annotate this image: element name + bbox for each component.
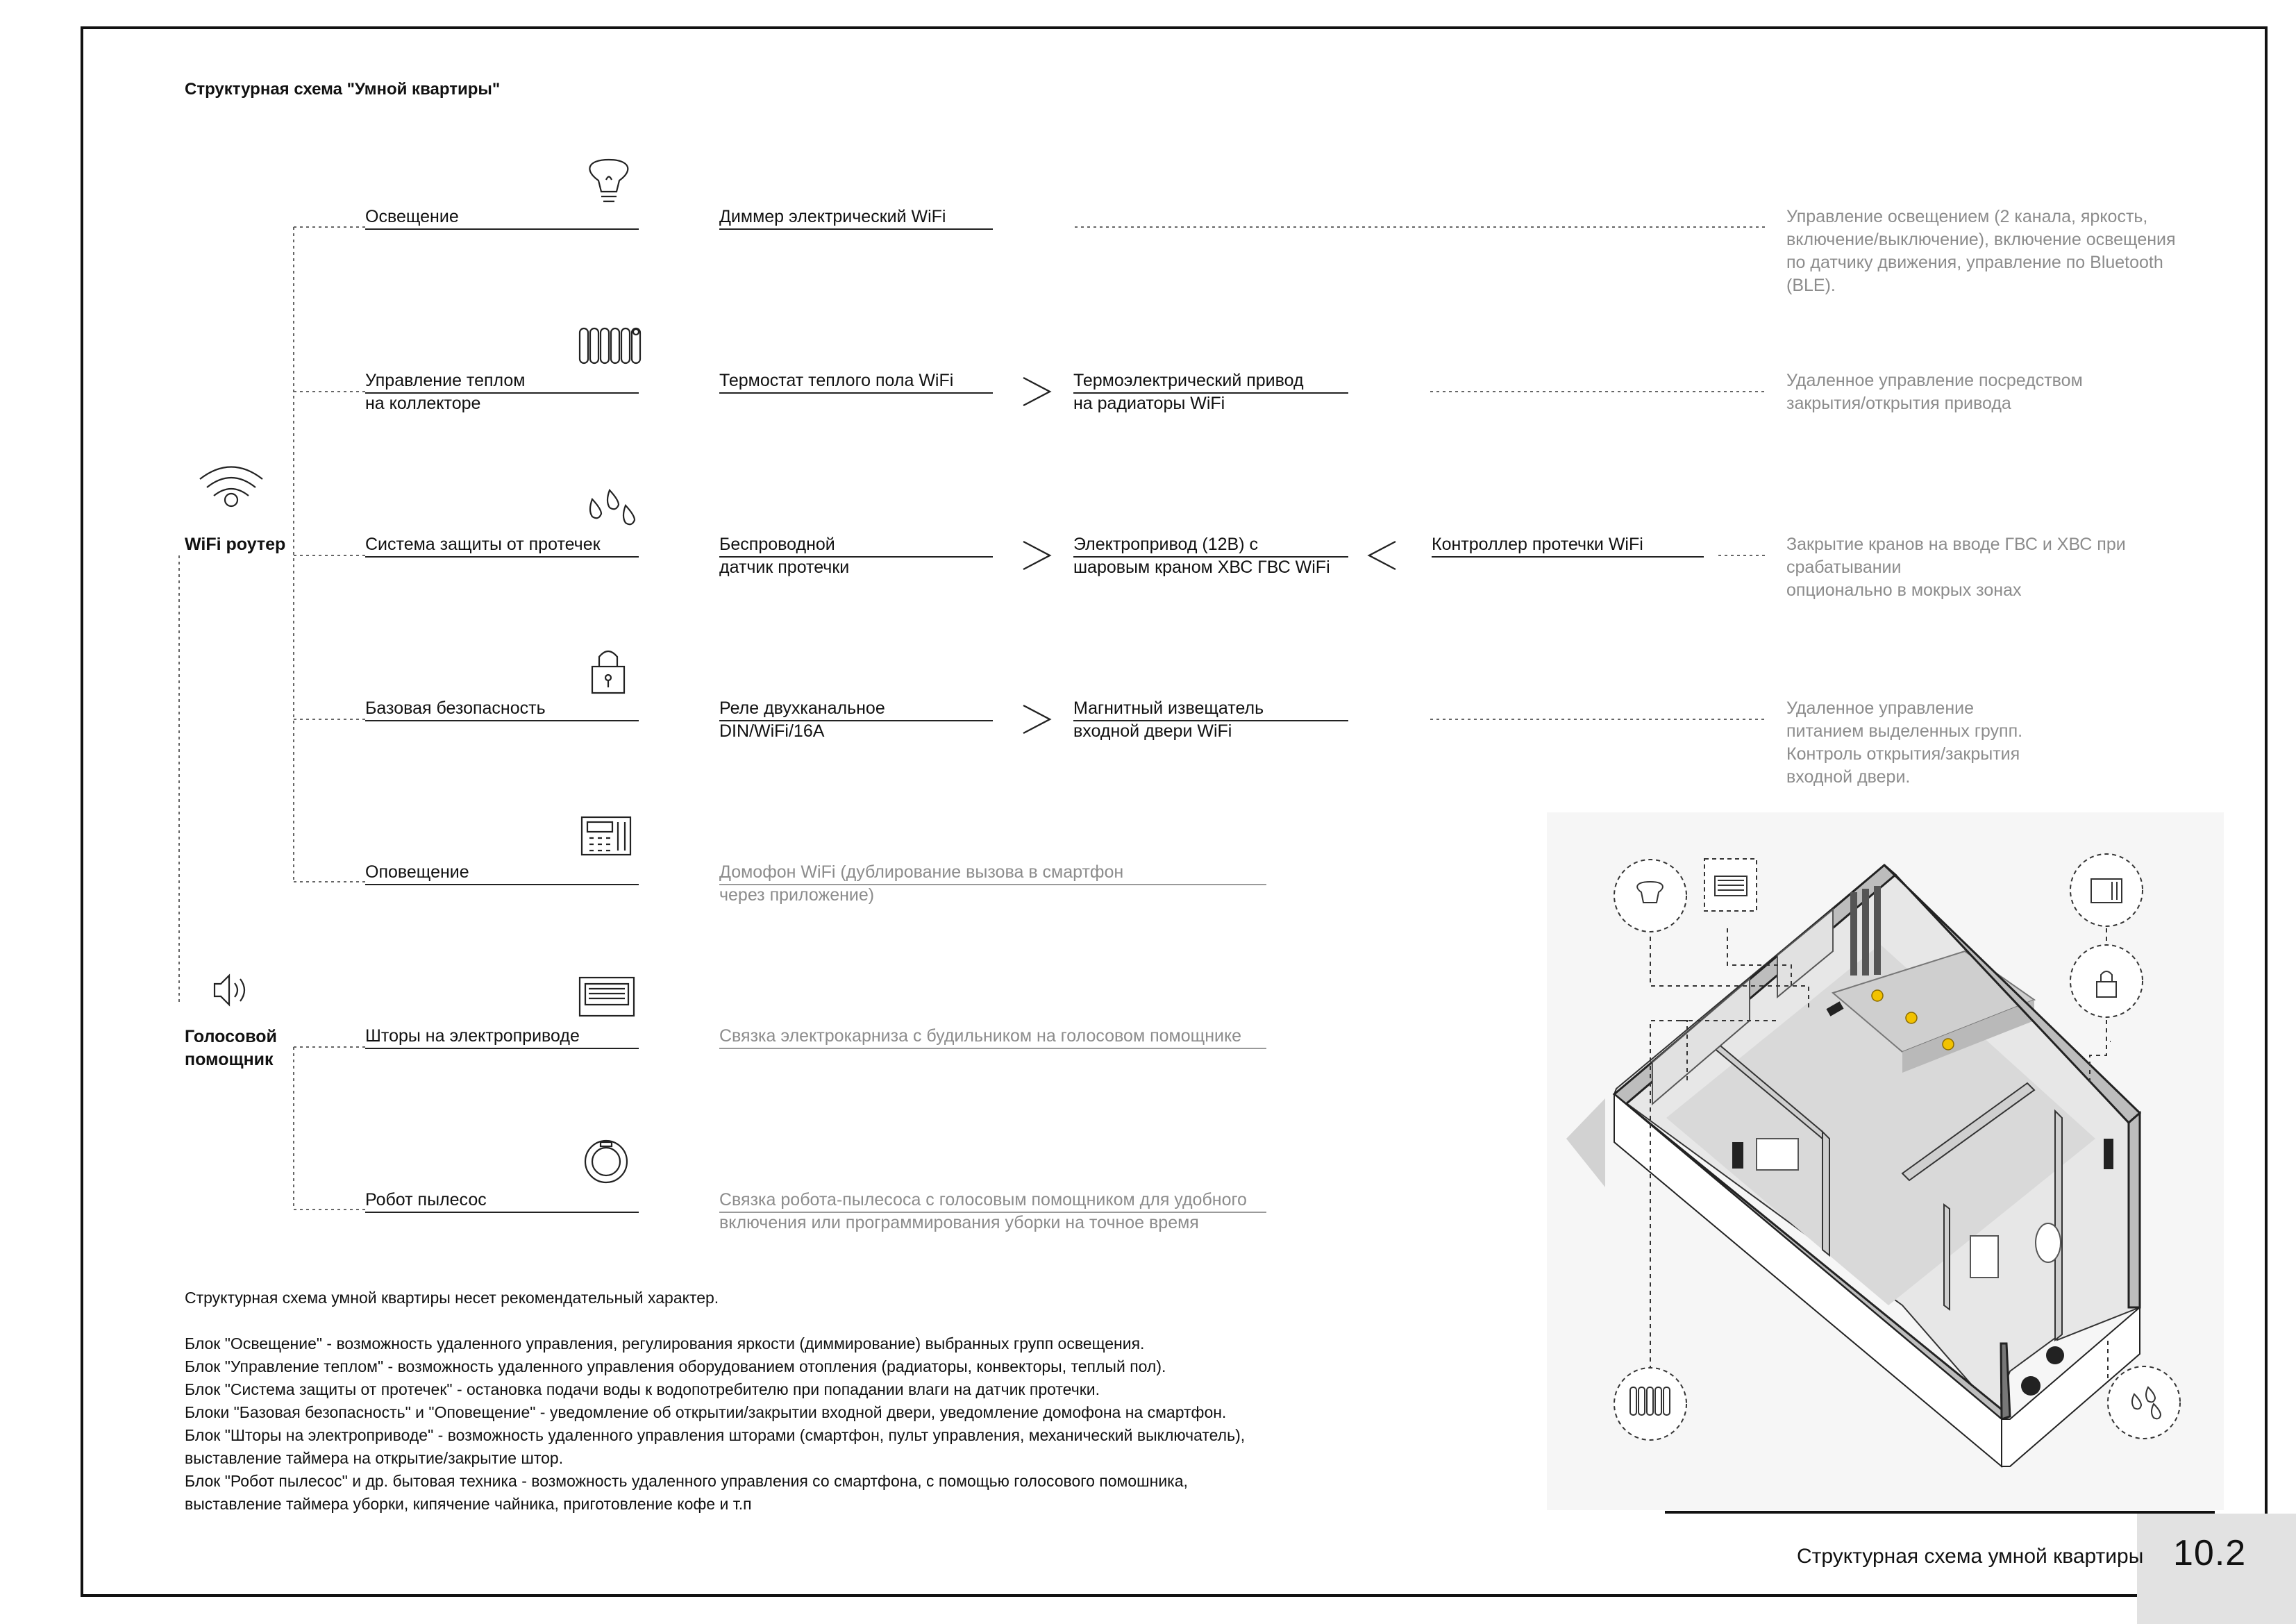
footer-title: Структурная схема умной квартиры	[1797, 1545, 2144, 1568]
desc-security-4: входной двери.	[1786, 767, 1911, 787]
note-line: выставление таймера на открытие/закрытие штор.	[185, 1449, 564, 1467]
system-curtains: Шторы на электроприводе	[365, 1025, 639, 1049]
intercom-bubble	[2070, 854, 2143, 926]
actuator-thermo-drive-1: Термоэлектрический привод	[1073, 369, 1348, 394]
actuator-door-sensor-1: Магнитный извещатель	[1073, 697, 1348, 721]
device-leak-sensor-1: Беспроводной	[719, 533, 993, 558]
note-line: Блок "Система защиты от протечек" - остановка подачи воды к водопотребителю при попадании влаги на датчик протечки.	[185, 1380, 1100, 1398]
note-intercom-2: через приложение)	[719, 885, 875, 905]
actuator-valve-drive-2: шаровым краном ХВС ГВС WiFi	[1073, 558, 1330, 577]
actuator-thermo-drive-2: на радиаторы WiFi	[1073, 394, 1225, 413]
actuator-valve-drive-1: Электропривод (12В) с	[1073, 533, 1348, 558]
device-floor-thermostat: Термостат теплого пола WiFi	[719, 369, 993, 394]
voice-assistant-label-line1: Голосовой	[185, 1027, 277, 1046]
desc-leak-1: Закрытие кранов на вводе ГВС и ХВС при	[1786, 535, 2126, 554]
actuator-door-sensor-2: входной двери WiFi	[1073, 721, 1232, 741]
note-line	[185, 1309, 1245, 1332]
desc-lighting-2: включение/выключение), включение освещения	[1786, 230, 2176, 249]
system-robot-vacuum: Робот пылесос	[365, 1189, 639, 1213]
footer-rule	[1665, 1511, 2215, 1514]
sheet-title: Структурная схема "Умной квартиры"	[185, 80, 501, 99]
controller-leak: Контроллер протечки WiFi	[1432, 533, 1704, 558]
system-heating-2: на коллекторе	[365, 394, 481, 413]
system-lighting: Освещение	[365, 206, 639, 230]
intercom-icon	[582, 817, 630, 855]
desc-heating-1: Удаленное управление посредством	[1786, 371, 2083, 390]
arrow-right-icon	[1023, 542, 1050, 569]
device-relay-1: Реле двухканальное	[719, 697, 993, 721]
system-security: Базовая безопасность	[365, 697, 639, 721]
note-robot-2: включения или программирования уборки на точное время	[719, 1213, 1199, 1232]
note-intercom-1: Домофон WiFi (дублирование вызова в смартфон	[719, 861, 1266, 885]
radiator-bubble	[1614, 1368, 1686, 1440]
water-drops-bubble	[2108, 1366, 2180, 1439]
note-line: Блок "Шторы на электроприводе" - возможность удаленного управления шторами (смартфон, пульт управления, механический выключатель),	[185, 1426, 1246, 1444]
desc-security-1: Удаленное управление	[1786, 698, 1974, 718]
arrow-right-icon	[1023, 378, 1050, 405]
radiator-icon	[580, 328, 640, 363]
padlock-icon	[592, 651, 624, 693]
device-relay-2: DIN/WiFi/16A	[719, 721, 825, 741]
desc-lighting-4: (BLE).	[1786, 276, 1836, 295]
device-leak-sensor-2: датчик протечки	[719, 558, 850, 577]
desc-security-2: питанием выделенных групп.	[1786, 721, 2023, 741]
note-line: Блоки "Базовая безопасность" и "Оповещение" - уведомление об открытии/закрытии входной двери, уведомление домофона на смартфон.	[185, 1403, 1227, 1421]
desc-security-3: Контроль открытия/закрытия	[1786, 744, 2020, 764]
wifi-router-label: WiFi роутер	[185, 535, 286, 554]
lightbulb-bubble	[1614, 860, 1686, 932]
wifi-icon	[200, 467, 262, 507]
desc-leak-3: опционально в мокрых зонах	[1786, 580, 2022, 600]
system-heating-1: Управление теплом	[365, 369, 639, 394]
voice-assistant-label-line2: помощник	[185, 1050, 274, 1069]
note-line: Блок "Управление теплом" - возможность удаленного управления оборудованием отопления (радиаторы, конвекторы, теплый пол).	[185, 1357, 1166, 1375]
lightbulb-icon	[589, 160, 628, 201]
note-line: выставление таймера уборки, кипячение чайника, приготовление кофе и т.п	[185, 1495, 752, 1513]
desc-lighting-1: Управление освещением (2 канала, яркость,	[1786, 207, 2148, 226]
note-robot-1: Связка робота-пылесоса с голосовым помощником для удобного	[719, 1189, 1266, 1213]
speaker-icon	[215, 976, 244, 1005]
apartment-axonometric	[1547, 812, 2224, 1510]
system-notification: Оповещение	[365, 861, 639, 885]
arrow-right-icon	[1023, 705, 1050, 733]
note-line: Блок "Робот пылесос" и др. бытовая техника - возможность удаленного управления со смартфона, с помощью голосового помошника,	[185, 1472, 1188, 1490]
desc-heating-2: закрытия/открытия привода	[1786, 394, 2011, 413]
notes-block	[185, 1287, 1245, 1516]
water-drops-icon	[590, 490, 635, 524]
desc-lighting-3: по датчику движения, управление по Bluetooth	[1786, 253, 2163, 272]
page-number: 10.2	[2173, 1533, 2247, 1573]
system-leak-protection: Система защиты от протечек	[365, 533, 639, 558]
note-curtains: Связка электрокарниза с будильником на голосовом помощнике	[719, 1025, 1266, 1049]
convector-icon	[580, 978, 634, 1016]
note-line: Блок "Освещение" - возможность удаленного управления, регулирования яркости (диммирование) выбранных групп освещения.	[185, 1334, 1145, 1353]
device-dimmer: Диммер электрический WiFi	[719, 206, 993, 230]
robot-vacuum-icon	[585, 1141, 627, 1182]
desc-leak-2: срабатывании	[1786, 558, 1902, 577]
note-line: Структурная схема умной квартиры несет рекомендательный характер.	[185, 1289, 719, 1307]
arrow-left-icon	[1369, 542, 1396, 569]
